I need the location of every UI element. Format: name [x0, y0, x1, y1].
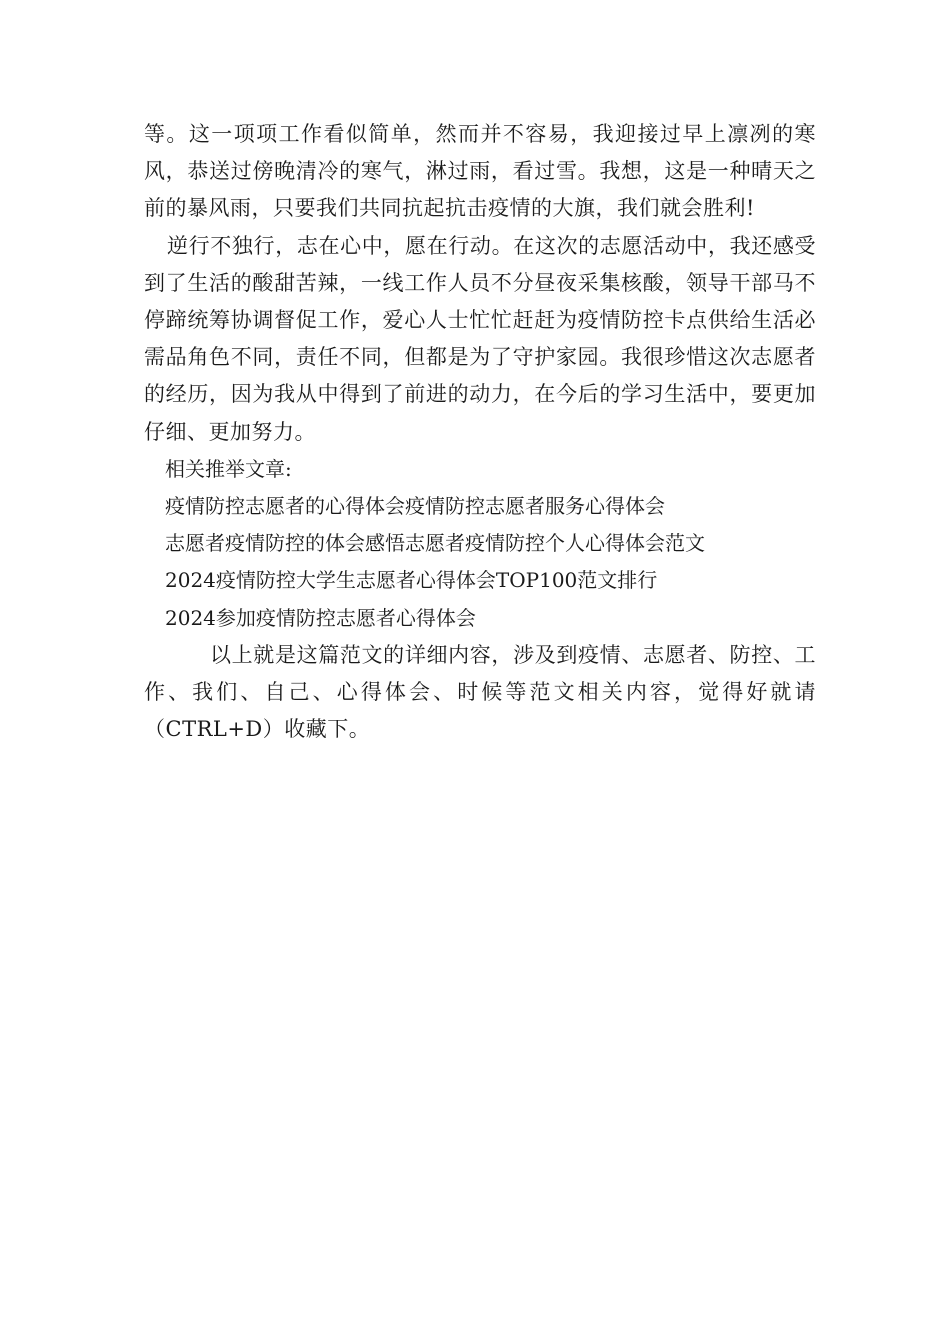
- related-article-link-4[interactable]: 2024参加疫情防控志愿者心得体会: [165, 605, 476, 630]
- related-article-link-1[interactable]: 疫情防控志愿者的心得体会疫情防控志愿者服务心得体会: [165, 494, 665, 519]
- body-paragraph-1: 等。这一项项工作看似简单，然而并不容易，我迎接过早上凛冽的寒风，恭送过傍晚清冷的寒气，淋过雨，看过雪。我想，这是一种晴天之前的暴风雨，只要我们共同抗起抗击疫情的大旗，我们就会胜利!: [144, 122, 816, 221]
- related-article-link-2[interactable]: 志愿者疫情防控的体会感悟志愿者疫情防控个人心得体会范文: [165, 531, 705, 556]
- related-articles-heading: 相关推举文章:: [165, 456, 292, 481]
- closing-paragraph: 以上就是这篇范文的详细内容，涉及到疫情、志愿者、防控、工作、我们、自己、心得体会、时候等范文相关内容，觉得好就请（CTRL+D）收藏下。: [144, 642, 816, 742]
- document-body: [144, 116, 816, 748]
- related-articles-list: [144, 488, 816, 637]
- body-paragraph-2: 逆行不独行，志在心中，愿在行动。在这次的志愿活动中，我还感受到了生活的酸甜苦辣，一线工作人员不分昼夜采集核酸，领导干部马不停蹄统筹协调督促工作，爱心人士忙忙赶赶为疫情防控卡点供给生活必需品角色不同，责任不同，但都是为了守护家园。我很珍惜这次志愿者的经历，因为我从中得到了前进的动力，在今后的学习生活中，要更加仔细、更加努力。: [144, 233, 816, 444]
- related-article-link-3[interactable]: 2024疫情防控大学生志愿者心得体会TOP100范文排行: [165, 568, 658, 593]
